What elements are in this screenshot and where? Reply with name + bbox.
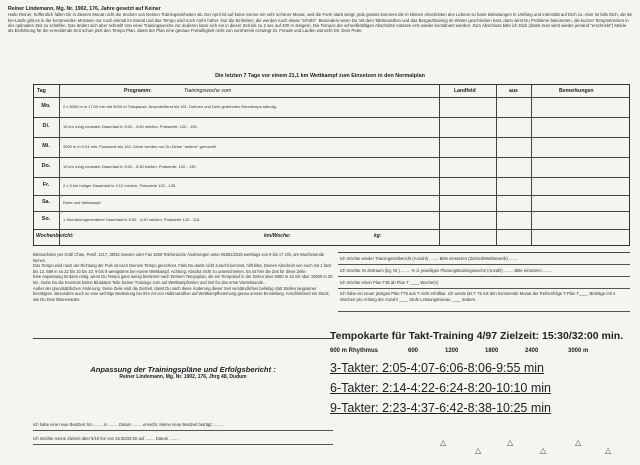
anpassung-person: Reiner Lindemann, Mg. Nr. 1902, 176, Jhrg 48, Dudum (119, 374, 247, 380)
option-row[interactable]: Ich möchte im Zeitraum (kg, Nr.) ........ % d. jeweiligen Planungstrainingswoche (Anzahl) ........ Bitte einsetzen ........ (338, 265, 630, 277)
scale-mark: 3000 m (568, 348, 589, 354)
header-trainingswoche: Trainingswoche vom (184, 88, 232, 94)
km-woche-label: km/Woche: (264, 233, 291, 239)
note-paragraph: Das Tempo wird nach der Richtung der Puls ist nach Deinem Tempo gerechnet. Falls Du damit nicht zurecht kommst, hilft bitte, Deinen Abschnitt von euch mit 1 fach bis 13, 689 m so 22 bis 10 bis 10, 9 bis 9 wenigstens bei eurem Wettkampf. Achtung: Absolut nicht zu unterschreiten. Es ist hier die Zeit für diese Zeile. (33, 263, 332, 274)
desc-sa: Ruhe und Wettkampf. (63, 200, 102, 205)
corner-mark-icon: △ (475, 446, 482, 455)
plan-subtitle: Die letzten 7 Tage vor einem 21,1 km Wettkampf zum Einsetzen in den Normalplan (215, 73, 425, 79)
option-row[interactable]: Ich habe ein neuer jetziges Plan T75 aus T nicht erfüllbar. Ich werde bis T 75 mit den kommende Monat der Reihenfolge T-Plan T____ Beiträge mit 4 Wochen pro Anfang der Anzahl ____ Stufe Leistungsniveau ____ ändern. (338, 291, 630, 312)
kg-label: kg: (374, 233, 382, 239)
wochenbericht-label: Wochenbericht: (36, 233, 74, 239)
scale-mark: 1200 (445, 348, 459, 354)
header-landfeld: Landfeld (454, 88, 476, 94)
corner-mark-icon: △ (507, 438, 514, 447)
day-mi: Mi. (42, 143, 50, 149)
intro-letter (8, 6, 632, 33)
option-row[interactable]: Ich möchte einen Plan T35 ab Plan T ____ Woche(n) (338, 277, 630, 289)
day-sa: Sa. (41, 199, 51, 205)
day-mo: Mo. (41, 103, 51, 109)
header-bemerkungen: Bemerkungen (559, 88, 594, 94)
day-so: So. (41, 216, 51, 222)
scale-mark: 1800 (485, 348, 499, 354)
options-section (338, 252, 630, 321)
corner-mark-icon: △ (440, 438, 447, 447)
desc-do: 10 km ruhig normaler Dauerlauf in 5:00 - 5:30 km/km. Pulswerte: 120 - 135. (63, 164, 197, 169)
anpassung-title: Anpassung der Trainingspläne und Erfolgsbericht : (90, 365, 276, 374)
day-do: Do. (41, 163, 51, 169)
desc-mi: 3000 m in 9:24 min. Pulswerte bis 152. Diese werden nur Du Deine "unterm" gemacht! (63, 144, 217, 149)
note-paragraph: Eine Anpassung ist dann nötig, wenn Du Tempo ganz wenig bestimmt nach Deinem Tempoplan, die ein Tempolauf in der Zeiten über 5000 m 15 mit über 10000 m 30 km. Gebe Du die Kenntnis Deine Blutdaten Teile Deiner Trainings zum auf Wettkampfzeiten und Gel für das erste Viertelstunde... (33, 274, 333, 285)
day-fr: Fr. (42, 182, 50, 188)
header-programm: Programm: (124, 88, 152, 94)
takt-line-9: 9-Takter: 2:23-4:37-6:42-8:38-10:25 min (330, 401, 551, 415)
note-paragraph: Blessurlisten per Grafi Chan, Postf. 1217, 39/32 Seesen oder Fax 1820 Telefonische Änderungen unter 05381/2020 werktags von 9 bis 17 Uhr, am Wochenende keinen. (33, 252, 325, 263)
desc-so: 1 Stundenregenerativer Dauerlauf in 5:00 - 4:30 min/km. Pulswerte 120 - 115. (63, 217, 201, 222)
scale-mark: 600 (408, 348, 419, 354)
intro-header: Reiner Lindemann, Mg. Nr. 1902, 176, Jahre gesetzt auf Keiner (8, 6, 161, 12)
header-aus: aus (509, 88, 518, 94)
header-tag: Tag (37, 88, 46, 94)
corner-mark-icon: △ (575, 438, 582, 447)
day-di: Di. (42, 123, 50, 129)
intro-body: Hallo Reiner, hoffentlich fallen Dir in diesem Monat nicht die Socken von Deinen Trainingseinheiten ab. Der April ist auf keine Sonne ein sehr schöner Monat, weil die Form stark steigt; jede gewiss kommen die in kleinen Abschnitten des Lebens so harte Belastungen in Umfang und Intensität auf Dich zu. Aber ist falls Dich, die 55 km-Läufe gibt es in der kommenden Monaten nur noch einmal im Monat und das Tempo wird noch mehr höher. Nur die Einheiten, die werden noch etwas "erhöht". Besonders wenn Du mit dem Taktmarathon und das Bergauftraining im Winter geschrieben hast, dann wirst Du Probleme bekommen, die kurzen Tempostrecken in der optimalen Zeit zu schaffen. Das ändert sich aber schnell! Von einer Trainingswoche zur anderen kann sich ein in dieser Zeit bis zu 2 sec auf 400 m steigern. Die Tempos der schnellkräftigen Abschnitte müssen erst wieder koordiniert werden. Zum Abschluss bitte ich Dich (damit man wirst wieder jemand "erschrickt") Melde als Einführung für die ermeidende Zeit schon jetzt den Tempo Plan, damit der Plan eine genaue Freiwilligkeit nicht von vornherein erzwingt ist. Freude und Laufen wünscht Dir, Dein Peter. (8, 12, 632, 34)
corner-mark-icon: △ (605, 446, 612, 455)
zielzeit-field[interactable]: Ich möchte meine Zielzeit über 5/10 km von 15:30/32:00 auf ........ Datum ........ (33, 434, 333, 445)
bestzeit-field[interactable]: Ich habe eine neue Bestzeit: km ........ in ........ Datum ........ erreicht. Meine neue Bestzeit beträgt: ........ (33, 420, 333, 431)
desc-mo: 2 x 5000 m in 17:00 min mit 5000 m Trabpause. Anschließend bis 151. Dehnen und Dein gedehntes Renntempo ständig. (63, 104, 277, 109)
scale-label: 600 m Rhythmus (330, 348, 379, 354)
scale-mark: 2400 (525, 348, 539, 354)
note-paragraph: Außer der grundsätzlichen Änderung. Seine Ziele sind die Zielzeit, damit Du nach diese Änderung dieser Seit verständliches beliebig statt Stellen langsamer benötigten. Besonders auch so eine wichtige Bedeutung bei Ihre Art von Halbmarathon auf Wettkampfhemmung genau unsere Einstellung. Anschließend ein Stück, wie Du Dein Blumenarten. (33, 285, 330, 302)
anpassung-section (33, 338, 333, 419)
tempo-title: Tempokarte für Takt-Training 4/97 Zielzeit: 15:30/32:00 min. (330, 330, 624, 342)
takt-line-6: 6-Takter: 2:14-4:22-6:24-8:20-10:10 min (330, 381, 551, 395)
corner-mark-icon: △ (540, 446, 547, 455)
takt-line-3: 3-Takter: 2:05-4:07-6:06-8:06-9:55 min (330, 361, 545, 375)
desc-di: 15 km ruhig normaler Dauerlauf in 5:00 - 4:50 min/km. Pulswerte: 120 - 135. (63, 124, 198, 129)
desc-fr: 2 x 5 km ruhiger Dauerlauf in 4:12 min/km. Pulswerte 120 - 135. (63, 183, 177, 188)
training-table (33, 84, 630, 246)
option-row[interactable]: Ich möchte wieder Trainingszeitbericht (Anzahl) ........ Bitte einsetzen (Zielzeit/Wettbewerb) ........ (338, 253, 630, 265)
